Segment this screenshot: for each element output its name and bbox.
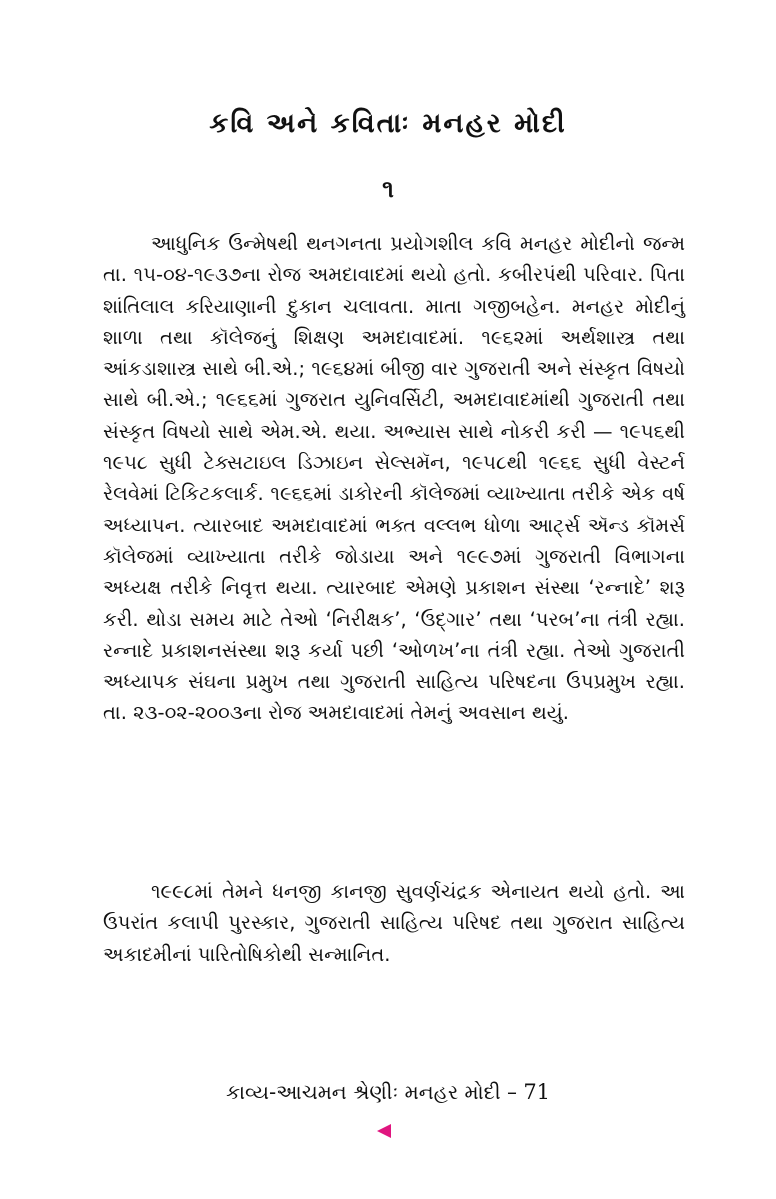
footer-separator: – (506, 1080, 517, 1104)
awards-paragraph: ૧૯૯૮માં તેમને ધનજી કાનજી સુવર્ણચંદ્રક એનાયત થયો હતો. આ ઉપરાંત કલાપી પુરસ્કાર, ગુજરાતી સાહિત્ય પરિષદ તથા ગુજરાત સાહિત્ય અકાદમીનાં પારિતોષિકોથી સન્માનિત. (103, 880, 685, 966)
page-footer (0, 1080, 776, 1104)
previous-page-icon[interactable] (377, 1124, 391, 1138)
biography-paragraph: આધુનિક ઉન્મેષથી થનગનતા પ્રયોગશીલ કવિ મનહર મોદીનો જન્મ તા. ૧૫-૦૪-૧૯૩૭ના રોજ અમદાવાદમાં થયો હતો. કબીરપંથી પરિવાર. પિતા શાંતિલાલ કરિયાણાની દુકાન ચલાવતા. માતા ગજીબહેન. મનહર મોદીનું શાળા તથા કૉલેજનું શિક્ષણ અમદાવાદમાં. ૧૯૬૨માં અર્થશાસ્ત્ર તથા આંકડાશાસ્ત્ર સાથે બી.એ.; ૧૯૬૪માં બીજી વાર ગુજરાતી અને સંસ્કૃત વિષયો સાથે બી.એ.; ૧૯૬૬માં ગુજરાત યુનિવર્સિટી, અમદાવાદમાંથી ગુજરાતી તથા સંસ્કૃત વિષયો સાથે એમ.એ. થયા. અભ્યાસ સાથે નોકરી કરી — ૧૯૫૬થી ૧૯૫૮ સુધી ટેક્સટાઇલ ડિઝાઇન સેલ્સમૅન, ૧૯૫૮થી ૧૯૬૬ સુધી વેસ્ટર્ન રેલવેમાં ટિકિટકલાર્ક. ૧૯૬૬માં ડાકોરની કૉલેજમાં વ્યાખ્યાતા તરીકે એક વર્ષ અધ્યાપન. ત્યારબાદ અમદાવાદમાં ભક્ત વલ્લભ ધોળા આર્ટ્સ ઍન્ડ કૉમર્સ કૉલેજમાં વ્યાખ્યાતા તરીકે જોડાયા અને ૧૯૯૭માં ગુજરાતી વિભાગના અધ્યક્ષ તરીકે નિવૃત્ત થયા. ત્યારબાદ એમણે પ્રકાશન સંસ્થા ‘રન્નાદે’ શરૂ કરી. થોડા સમય માટે તેઓ ‘નિરીક્ષક’, ‘ઉદ્‌ગાર’ તથા ‘પરબ’ના તંત્રી રહ્યા. રન્નાદે પ્રકાશનસંસ્થા શરૂ કર્યા પછી ‘ઓળખ’ના તંત્રી રહ્યા. તેઓ ગુજરાતી અધ્યાપક સંઘના પ્રમુખ તથા ગુજરાતી સાહિત્ય પરિષદના ઉપપ્રમુખ રહ્યા. તા. ૨૩-૦૨-૨૦૦૩ના રોજ અમદાવાદમાં તેમનું અવસાન થયું. (103, 232, 685, 725)
page-title: કવિ અને કવિતાઃ મનહર મોદી (209, 108, 567, 139)
footer-series-title: કાવ્ય-આચમન શ્રેણીઃ મનહર મોદી (225, 1080, 501, 1104)
section-number: ૧ (382, 175, 394, 203)
page-number: 71 (523, 1080, 551, 1104)
